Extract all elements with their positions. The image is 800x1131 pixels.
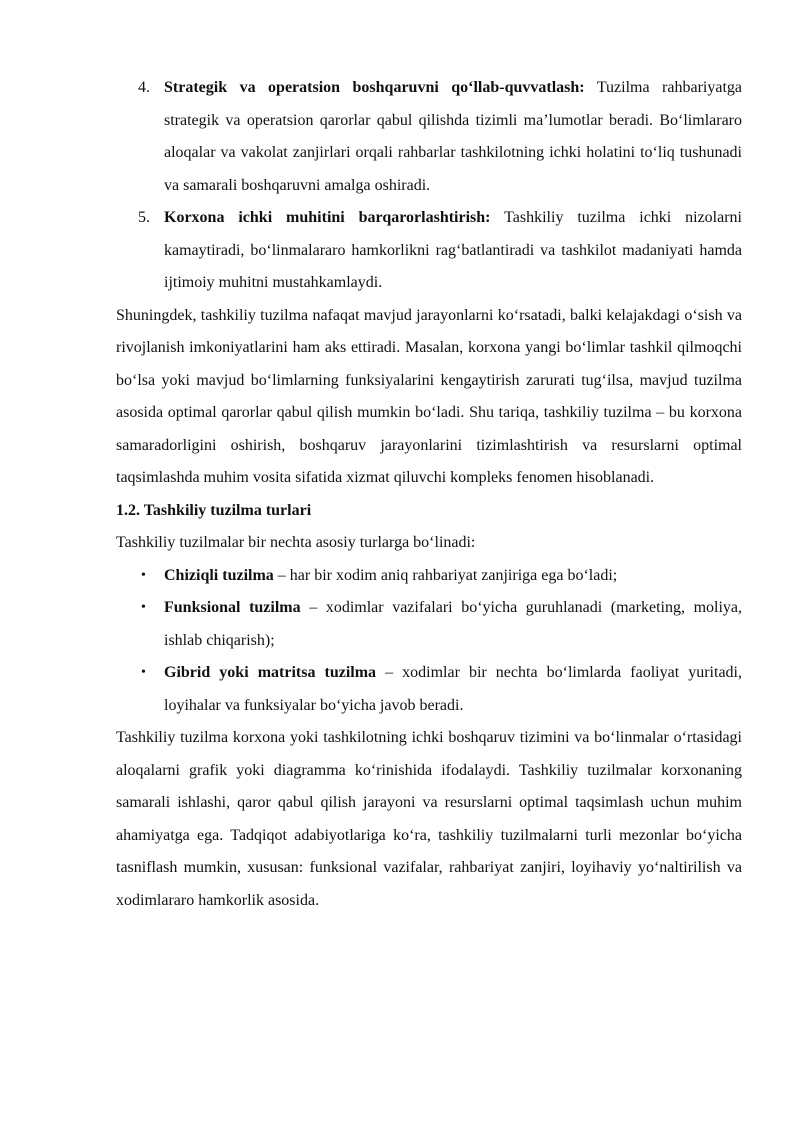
bullet-list (116, 560, 742, 723)
bullet-icon: • (141, 567, 146, 583)
numbered-list (116, 72, 742, 300)
bullet-item-text: – har bir xodim aniq rahbariyat zanjiriga ega bo‘ladi; (273, 566, 618, 584)
bullet-item-text: – xodimlar bir nechta bo‘limlarda faoliyat yuritadi, loyihalar va funksiyalar bo‘yicha javob beradi. (164, 664, 742, 714)
bullet-item-title: Gibrid yoki matritsa tuzilma (164, 664, 377, 681)
list-item-text: Tashkiliy tuzilma ichki nizolarni kamaytiradi, bo‘linmalararo hamkorlikni rag‘batlantiradi va tashkilot madaniyati hamda ijtimoiy muhitni mustahkamlaydi. (164, 209, 743, 291)
list-item-title: Strategik va operatsion boshqaruvni qo‘llab-quvvatlash: (164, 79, 585, 96)
bullet-item (116, 592, 742, 657)
bullet-item-title: Chiziqli tuzilma (164, 566, 274, 584)
list-item-title: Korxona ichki muhitini barqarorlashtirish: (164, 209, 491, 226)
intro-line: Tashkiliy tuzilmalar bir nechta asosiy turlarga bo‘linadi: (116, 534, 476, 551)
list-item (116, 202, 742, 300)
bullet-item (116, 560, 742, 593)
section-heading: 1.2. Tashkiliy tuzilma turlari (116, 501, 312, 519)
body-paragraph: Tashkiliy tuzilma korxona yoki tashkilotning ichki boshqaruv tizimini va bo‘linmalar o‘rtasidagi aloqalarni grafik yoki diagramma ko‘rinishida ifodalaydi. Tashkiliy tuzilmalar korxonaning samarali ishlashi, qaror qabul qilish jarayoni va resurslarni optimal taqsimlash uchun muhim ahamiyatga ega. Tadqiqot adabiyotlariga ko‘ra, tashkiliy tuzilmalarni turli mezonlar bo‘yicha tasniflash mumkin, xususan: funksional vazifalar, rahbariyat zanjiri, loyihaviy yo‘naltirilish va xodimlararo hamkorlik asosida. (116, 729, 742, 909)
bullet-item-title: Funksional tuzilma (164, 599, 301, 616)
bullet-icon: • (141, 665, 146, 680)
list-number: 4. (138, 79, 150, 96)
bullet-icon: • (141, 600, 146, 615)
bullet-item-text: – xodimlar vazifalari bo‘yicha guruhlanadi (marketing, moliya, ishlab chiqarish); (164, 599, 743, 649)
document-page (116, 72, 742, 917)
list-number: 5. (138, 209, 150, 226)
bullet-item (116, 657, 742, 722)
list-item (116, 72, 742, 202)
list-item-text: Tuzilma rahbariyatga strategik va operatsion qarorlar qabul qilishda tizimli ma’lumotlar beradi. Bo‘limlararo aloqalar va vakolat zanjirlari orqali rahbarlar tashkilotning ichki holatini to‘liq tushunadi va samarali boshqaruvni amalga oshiradi. (164, 79, 743, 194)
body-paragraph: Shuningdek, tashkiliy tuzilma nafaqat mavjud jarayonlarni ko‘rsatadi, balki kelajakdagi o‘sish va rivojlanish imkoniyatlarini ham aks ettiradi. Masalan, korxona yangi bo‘limlar tashkil qilmoqchi bo‘lsa yoki mavjud bo‘limlarning funksiyalarini kengaytirish zarurati tug‘ilsa, mavjud tuzilma asosida optimal qarorlar qabul qilish mumkin bo‘ladi. Shu tariqa, tashkiliy tuzilma – bu korxona samaradorligini oshirish, boshqaruv jarayonlarini tizimlashtirish va resurslarni optimal taqsimlashda muhim vosita sifatida xizmat qiluvchi kompleks fenomen hisoblanadi. (116, 306, 742, 486)
